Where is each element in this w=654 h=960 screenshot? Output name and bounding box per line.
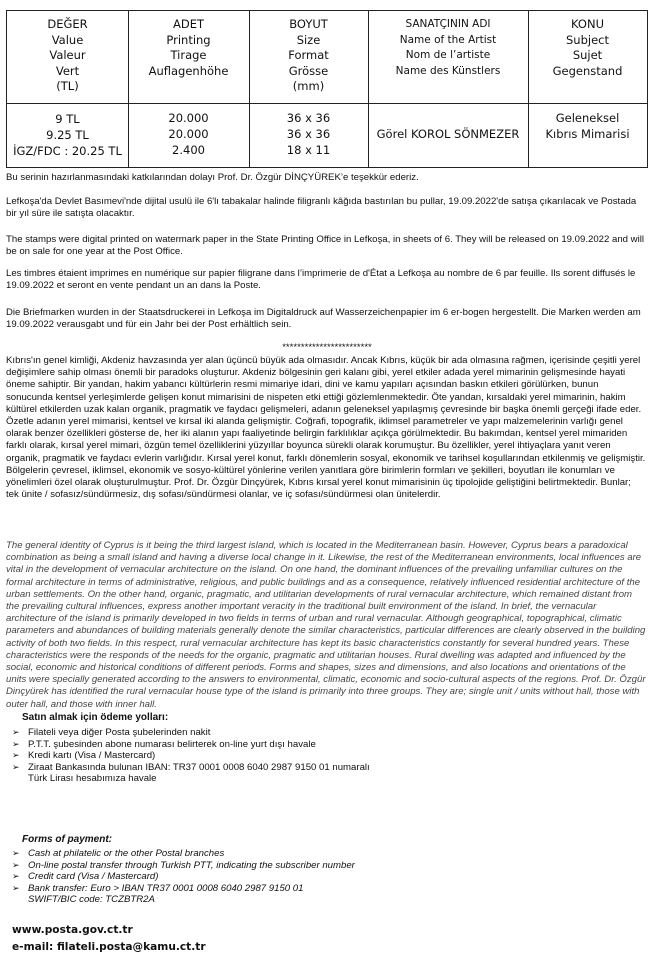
header-size [249, 17, 368, 95]
header-text: Name des Künstlers [395, 64, 501, 77]
cell-value [7, 111, 128, 159]
cell-size [249, 110, 368, 158]
header-text: SANATÇININ ADI [405, 18, 491, 30]
header-text: Tirage [170, 48, 207, 62]
header-text: Grösse [288, 63, 329, 78]
header-text: (mm) [292, 79, 325, 93]
list-item [10, 762, 370, 785]
cell-text: 36 x 36 [286, 111, 331, 125]
header-text: Printing [166, 32, 211, 47]
list-item-text: P.T.T. şubesinden abone numarası belirterek on-line yurt dışı havale [28, 738, 316, 750]
header-text: (TL) [56, 79, 79, 93]
cell-text: 20.000 [168, 127, 209, 141]
cell-text: 36 x 36 [286, 127, 331, 141]
list-item [10, 727, 370, 739]
list-item-text: Ziraat Bankasında bulunan IBAN: TR37 0001 0008 6040 2987 9150 01 numaralı [28, 761, 370, 773]
turkish-description: Kıbrıs'ın genel kimliği, Akdeniz havzasında yer alan üçüncü büyük ada olmasıdır. Ancak Kıbrıs, küçük bir ada olmasına rağmen, içerisinde çeşitli yerel değişimlere sahip olması önemli bir paradoks oluşturur. Akdeniz bölgesinin geri kalanı gibi, yerel etkiler adada yerel mimarinin gelişmesinde hayati öneme sahiptir. Bir yandan, hakim yabancı kültürlerin resmi mimariye idari, dini ve kamu yapıları açısından baskın etkileri görülürken, bunun sonucunda kentsel yerleşimlerde gelişen konut mimarisini de nispeten etki ettiği gözlemlenmektedir. Öte yandan, kırsaldaki yerel mimarinin, hakim kültürel etkilerden uzak kalan organik, pragmatik ve faydacı gelişmeleri, adanın geleneksel yapılaşmış çevresinde bir başka önemli gerçeği ifade eder. Özetle adanın yerel mimarisi, kentsel ve kırsal iki alanda gelişmiştir. Coğrafi, topografik, iklimsel parametreler ve yapı malzemelerinin varlığı genel olarak benzer özellikleri gösterse de, her iki alanın yapı faaliyetinde belirgin farklılıklar açıkça görülmektedir. Bu bakımdan, kentsel yerel mimariden farklı olarak, kırsal yerel mimari, özgün temel özelliklerini yüzyıllar boyunca sürekli olarak korumuştur. Bu özellikler, yerel ihtiyaçlara yanıt veren organik, pragmatik ve faydacı evlerin varlığıdır. Kırsal yerel konut, farklı dönemlerin sosyal, ekonomik ve tarihsel koşullarından etkilenmiş ve gelişmiştir. Bölgelerin çevresel, iklimsel, ekonomik ve sosyo-kültürel yönlerine verilen yanıtlara göre birimlerin formları ve şekilleri, boyutları ile konumları ve yönelimleri özel olarak oluşturulmuştur. Prof. Dr. Özgür Dinçyürek, Kıbrıs kırsal yerel konut mimarisinin üç tipolojide geliştiğini belirtmektedir. Bunlar; tek ünite / sofasız/sündürmesiz, dış sofası/sündürmesi olanlar, ve iç sofası/sündürmesi olan ünitelerdir. [6, 355, 646, 501]
arrow-bullet-icon: ➢ [12, 848, 20, 858]
payment-list-tr [10, 727, 370, 785]
list-item [10, 860, 355, 872]
header-text: Value [51, 32, 84, 47]
header-subject [528, 17, 647, 79]
cell-text: 9 TL [55, 112, 80, 126]
list-item-text: Kredi kartı (Visa / Mastercard) [28, 750, 156, 762]
list-item-text: On-line postal transfer through Turkish PTT, indicating the subscriber number [28, 859, 355, 871]
header-text: DEĞER [47, 17, 88, 31]
english-paragraph: The stamps were digital printed on watermark paper in the State Printing Office in Lefkoşa, in sheets of 6. They will be released on 19.09.2022 and will be on sale for one year at the Post Office. [6, 234, 644, 258]
cell-text: 20.000 [168, 111, 209, 125]
list-item-text: Cash at philatelic or the other Postal branches [28, 848, 225, 859]
arrow-bullet-icon: ➢ [12, 859, 20, 870]
cell-text: 9.25 TL [46, 128, 89, 142]
header-text: Name of the Artist [399, 33, 497, 46]
turkish-paragraph: Lefkoşa'da Devlet Basımevi'nde dijital usulü ile 6'lı tabakalar halinde filigranlı kâğıda bastırılan bu pullar, 19.09.2022'de satışa çıkarılacak ve Postada bir yıl süre ile satışta olacaktır. [6, 196, 637, 220]
stamp-info-table [6, 10, 648, 168]
header-text: Auflagenhöhe [148, 63, 229, 78]
cell-text: İGZ/FDC : 20.25 TL [13, 144, 122, 158]
cell-text: Kıbrıs Mimarisi [545, 127, 630, 141]
thanks-paragraph: Bu serinin hazırlanmasındaki katkılarından dolayı Prof. Dr. Özgür DİNÇYÜREK’e teşekkür ederiz. [6, 172, 419, 183]
cell-text: 18 x 11 [286, 143, 331, 157]
header-value [7, 17, 128, 95]
separator-stars: ************************ [282, 342, 372, 353]
arrow-bullet-icon: ➢ [12, 750, 20, 761]
arrow-bullet-icon: ➢ [12, 882, 20, 893]
cell-text: Geleneksel [555, 111, 620, 125]
header-text: Sujet [572, 48, 603, 62]
header-text: Vert [55, 63, 80, 78]
list-item [10, 848, 355, 860]
arrow-bullet-icon: ➢ [12, 871, 20, 882]
cell-subject [528, 110, 647, 142]
french-paragraph: Les timbres étaient imprimes en numérique sur papier filigrane dans l’imprimerie de d'État a Lefkoşa au nombre de 6 par feuille. Ils sorent diffusés le 19.09.2022 et seront en vente pendant un an dans la Poste. [6, 268, 636, 292]
header-text: ADET [172, 17, 204, 31]
header-text: Subject [566, 32, 609, 47]
english-description: The general identity of Cyprus is it being the third largest island, which is located in the Mediterranean basin. However, Cyprus bears a paradoxical combination as being a small island and having a diverse local change in it. Likewise, the rest of the Mediterranean environments, local influences are vital in the development of vernacular architecture on the island. On one hand, the dominant influences of the prevailing unfamiliar cultures on the formal architecture in terms of administrative, religious, and public buildings and as a consequence, relatively influenced residential architecture of the urban settlements. On the other hand, organic, pragmatic, and utilitarian developments of rural vernacular architecture, which remained distant from the prevailing cultural influences, express another important veracity in the traditional built environment of the island. In brief, the vernacular architecture of the island is primarily developed in two fields in terms of urban and rural vernacular. Although geographical, topographical, climatic parameters and abundances of building materials generally denote the similar characteristics, particular differences are clearly observed in the building activity of both two fields. In this respect, rural vernacular architecture has kept its basic characteristics constantly for several hundred years. These characteristics were the responds of the needs for the organic, pragmatic and utilitarian houses. Rural dwelling was adapted and influenced by the social, economic and historical conditions of different periods. Forms and shapes, sizes and dimensions, and also locations and orientations of the units were specially generated according to the answers to environmental, climatic, economic and socio-cultural aspects of the regions. Prof. Dr. Özgür Dinçyürek has identified the rural vernacular house type of the island is primarily into three groups. They are; single unit / units without hall, those with outer hall, and those with inner hall. [6, 540, 646, 710]
list-item [10, 883, 355, 906]
email-link[interactable]: e-mail: filateli.posta@kamu.ct.tr [12, 941, 206, 953]
list-item [10, 750, 370, 762]
cell-text: Görel KOROL SÖNMEZER [376, 127, 520, 141]
list-item-text: Bank transfer: Euro > IBAN TR37 0001 0008 6040 2987 9150 01 [28, 882, 304, 894]
list-item-text: Filateli veya diğer Posta şubelerinden nakit [28, 727, 211, 738]
list-item-subtext: SWIFT/BIC code: TCZBTR2A [28, 894, 155, 906]
list-item-subtext: Türk Lirası hesabımıza havale [28, 773, 157, 785]
german-paragraph: Die Briefmarken wurden in der Staatsdruckerei in Lefkoşa im Digitaldruck auf Wasserzeichenpapier im 6 er-bogen hergestellt. Die Marken werden am 19.09.2022 verausgabt und für ein Jahr bei der Post erhältlich sein. [6, 307, 641, 331]
cell-artist [368, 126, 528, 142]
cell-text: 2.400 [172, 143, 205, 157]
list-item [10, 871, 355, 883]
list-item-text: Credit card (Visa / Mastercard) [28, 871, 159, 883]
payment-title-tr: Satın almak için ödeme yolları: [22, 712, 169, 723]
header-text: KONU [571, 17, 604, 31]
arrow-bullet-icon: ➢ [12, 761, 20, 772]
arrow-bullet-icon: ➢ [12, 727, 20, 737]
header-text: Gegenstand [552, 63, 623, 78]
list-item [10, 739, 370, 751]
header-text: Format [288, 48, 329, 62]
payment-title-en: Forms of payment: [22, 834, 113, 845]
header-text: Nom de l’artiste [405, 49, 491, 61]
arrow-bullet-icon: ➢ [12, 738, 20, 749]
header-text: Valeur [49, 48, 86, 62]
cell-printing [128, 110, 249, 158]
payment-list-en [10, 848, 355, 906]
header-artist [368, 17, 528, 79]
website-link[interactable]: www.posta.gov.ct.tr [12, 924, 133, 936]
header-text: BOYUT [289, 17, 328, 31]
header-printing [128, 17, 249, 79]
table-divider [7, 103, 647, 104]
header-text: Size [296, 32, 321, 47]
